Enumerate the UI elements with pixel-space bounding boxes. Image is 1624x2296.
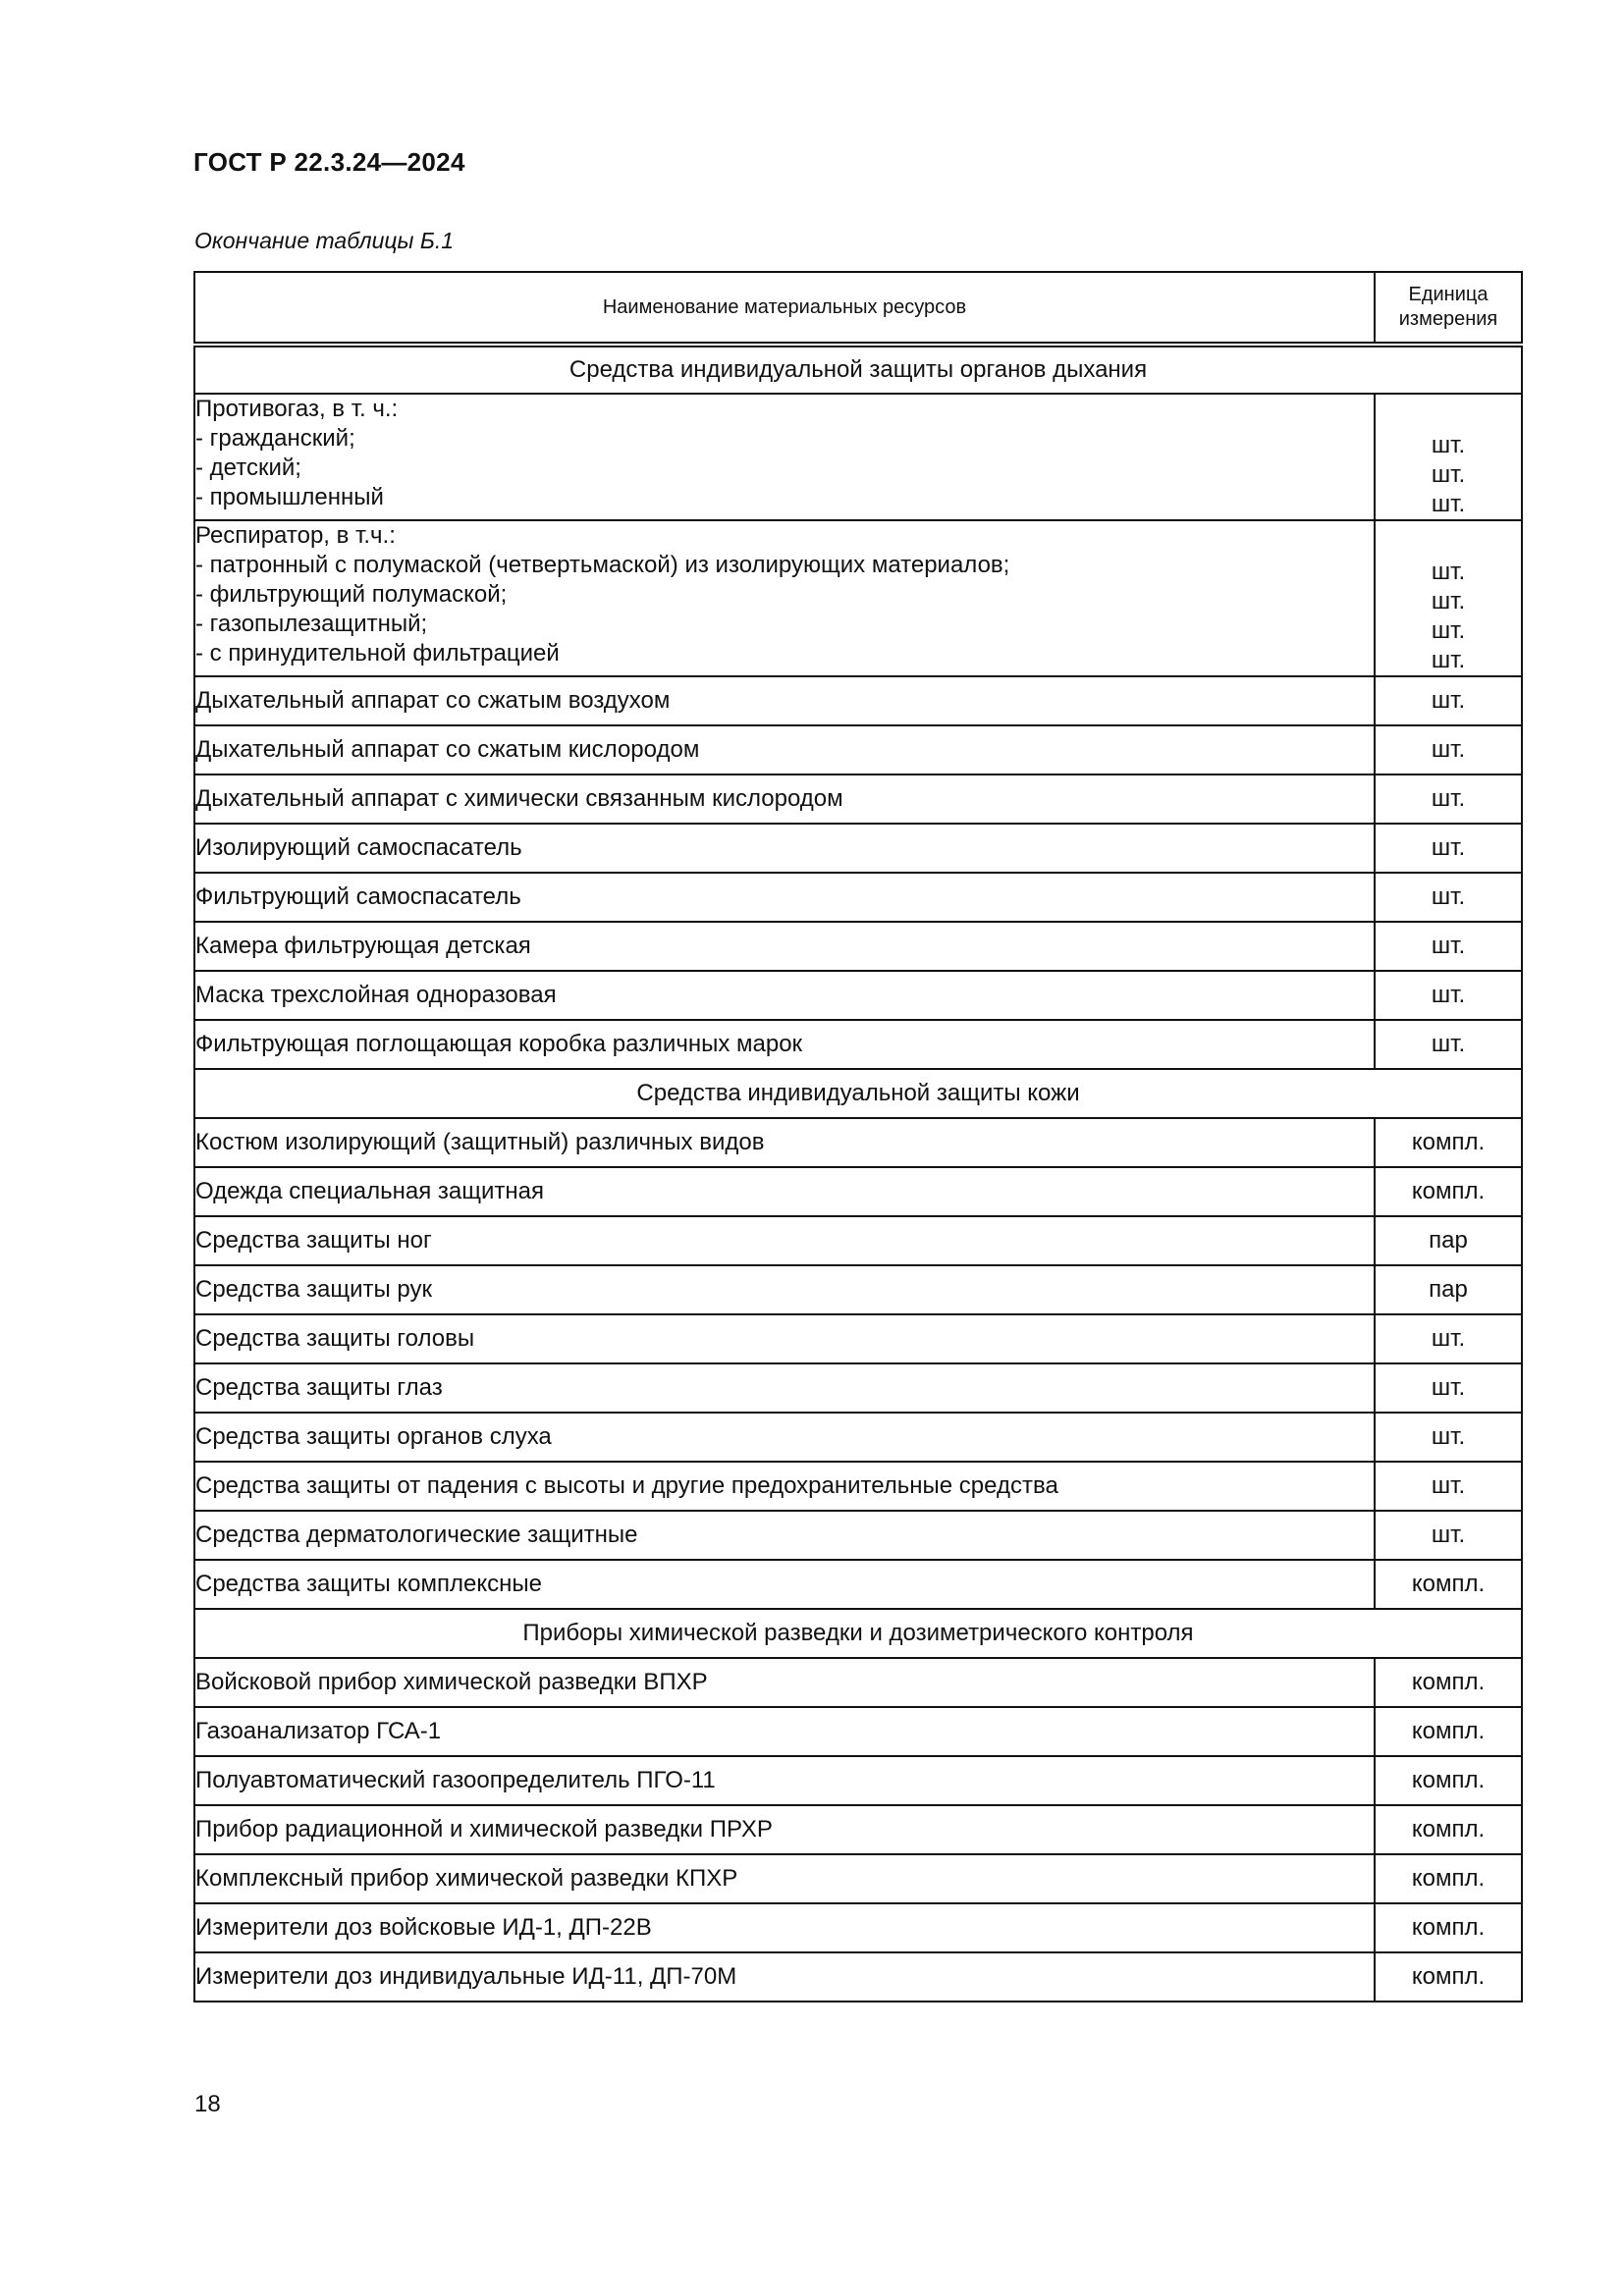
unit-cell — [1375, 1903, 1522, 1952]
resource-name-cell — [194, 971, 1375, 1020]
resource-name-line: Средства защиты ног — [195, 1227, 432, 1254]
unit-cell — [1375, 922, 1522, 971]
resource-name-line: - фильтрующий полумаской; — [195, 581, 508, 608]
unit-value: шт. — [1431, 785, 1466, 812]
resource-name-line: Костюм изолирующий (защитный) различных видов — [195, 1129, 765, 1155]
resource-name-cell — [194, 1658, 1375, 1707]
resource-name-line: - промышленный — [195, 484, 384, 510]
unit-cell — [1375, 824, 1522, 873]
section-title: Средства индивидуальной защиты органов дыхания — [194, 345, 1522, 394]
unit-value: пар — [1429, 1227, 1468, 1254]
table-caption: Окончание таблицы Б.1 — [194, 228, 455, 253]
column-header-unit-line2: измерения — [1398, 308, 1498, 330]
unit-cell — [1375, 1854, 1522, 1903]
resource-name-cell — [194, 774, 1375, 824]
section-row — [194, 1069, 1522, 1118]
unit-cell — [1375, 394, 1522, 520]
unit-cell — [1375, 1020, 1522, 1069]
table-row — [194, 1756, 1522, 1805]
unit-value: компл. — [1411, 1571, 1486, 1597]
resource-name-line: Фильтрующая поглощающая коробка различных марок — [195, 1031, 803, 1057]
resource-name-cell — [194, 520, 1375, 676]
resource-name-line: - газопылезащитный; — [195, 611, 428, 637]
table-row — [194, 971, 1522, 1020]
table-row — [194, 1314, 1522, 1363]
unit-cell — [1375, 1314, 1522, 1363]
table-row — [194, 873, 1522, 922]
unit-value: шт. — [1431, 1325, 1466, 1352]
table-body — [194, 345, 1522, 2002]
resource-name-line: Измерители доз индивидуальные ИД-11, ДП-70М — [195, 1963, 737, 1990]
resource-name-cell — [194, 1314, 1375, 1363]
unit-cell — [1375, 1511, 1522, 1560]
unit-cell — [1375, 1707, 1522, 1756]
resource-name-line: Средства защиты головы — [195, 1325, 475, 1352]
unit-value: шт. — [1431, 834, 1466, 861]
unit-value: шт. — [1431, 982, 1466, 1008]
resource-name-line: Средства защиты от падения с высоты и другие предохранительные средства — [195, 1472, 1058, 1499]
table-row — [194, 1511, 1522, 1560]
resource-name-cell — [194, 1854, 1375, 1903]
resource-name-line: - с принудительной фильтрацией — [195, 640, 560, 667]
unit-cell — [1375, 1462, 1522, 1511]
unit-value: компл. — [1411, 1129, 1486, 1155]
table-row — [194, 676, 1522, 725]
unit-value: шт. — [1431, 588, 1466, 614]
resource-name-line: - патронный с полумаской (четвертьмаской) из изолирующих материалов; — [195, 552, 1010, 578]
unit-cell — [1375, 676, 1522, 725]
unit-cell — [1375, 1560, 1522, 1609]
column-header-name: Наименование материальных ресурсов — [194, 272, 1375, 345]
resource-name-line: Респиратор, в т.ч.: — [195, 522, 396, 549]
unit-value: шт. — [1431, 933, 1466, 959]
unit-cell — [1375, 1805, 1522, 1854]
resource-name-line: Дыхательный аппарат с химически связанным кислородом — [195, 785, 843, 812]
resource-name-cell — [194, 1216, 1375, 1265]
unit-cell — [1375, 725, 1522, 774]
resource-name-cell — [194, 922, 1375, 971]
unit-value: шт. — [1431, 461, 1466, 488]
table-row — [194, 1903, 1522, 1952]
resource-name-line: Средства защиты глаз — [195, 1374, 443, 1401]
resource-name-cell — [194, 1462, 1375, 1511]
unit-cell — [1375, 774, 1522, 824]
table-row — [194, 1854, 1522, 1903]
resource-name-line: Изолирующий самоспасатель — [195, 834, 522, 861]
column-header-unit — [1375, 272, 1522, 345]
unit-value: шт. — [1431, 1522, 1466, 1548]
unit-value: шт. — [1431, 1374, 1466, 1401]
resource-name-line: Измерители доз войсковые ИД-1, ДП-22В — [195, 1914, 652, 1941]
resource-name-cell — [194, 394, 1375, 520]
section-row — [194, 345, 1522, 394]
unit-value: шт. — [1431, 491, 1466, 517]
unit-value: шт. — [1431, 883, 1466, 910]
resource-name-line: Дыхательный аппарат со сжатым кислородом — [195, 736, 700, 763]
resource-name-line: Фильтрующий самоспасатель — [195, 883, 521, 910]
unit-value: компл. — [1411, 1178, 1486, 1204]
resource-name-line: Противогаз, в т. ч.: — [195, 396, 399, 422]
resource-name-cell — [194, 1707, 1375, 1756]
unit-cell — [1375, 1363, 1522, 1413]
unit-cell — [1375, 1756, 1522, 1805]
table-row — [194, 774, 1522, 824]
unit-value: шт. — [1431, 1031, 1466, 1057]
table-row — [194, 725, 1522, 774]
table-row — [194, 1560, 1522, 1609]
unit-value: компл. — [1411, 1816, 1486, 1842]
table-row — [194, 1118, 1522, 1167]
resource-name-cell — [194, 824, 1375, 873]
resource-name-cell — [194, 1020, 1375, 1069]
resource-name-cell — [194, 1265, 1375, 1314]
column-header-unit-line1: Единица — [1408, 284, 1489, 305]
unit-cell — [1375, 1167, 1522, 1216]
resource-name-line: - гражданский; — [195, 425, 355, 452]
unit-value: компл. — [1411, 1669, 1486, 1695]
resource-name-cell — [194, 1511, 1375, 1560]
table-row — [194, 1707, 1522, 1756]
unit-value: компл. — [1411, 1718, 1486, 1744]
unit-value: шт. — [1431, 736, 1466, 763]
table-row — [194, 824, 1522, 873]
unit-value: пар — [1429, 1276, 1468, 1303]
resource-name-cell — [194, 1952, 1375, 2002]
resource-name-line: Одежда специальная защитная — [195, 1178, 545, 1204]
unit-value: шт. — [1431, 559, 1466, 585]
unit-value: шт. — [1431, 1472, 1466, 1499]
unit-cell — [1375, 1413, 1522, 1462]
page-number: 18 — [194, 2091, 221, 2117]
resource-name-cell — [194, 1363, 1375, 1413]
resource-name-line: Полуавтоматический газоопределитель ПГО-11 — [195, 1767, 716, 1793]
section-title: Приборы химической разведки и дозиметрического контроля — [194, 1609, 1522, 1658]
resource-name-cell — [194, 1903, 1375, 1952]
unit-value: шт. — [1431, 617, 1466, 644]
resource-name-cell — [194, 873, 1375, 922]
unit-value: шт. — [1431, 687, 1466, 714]
table-row — [194, 1167, 1522, 1216]
resource-name-cell — [194, 1805, 1375, 1854]
resource-name-cell — [194, 1756, 1375, 1805]
table-row — [194, 394, 1522, 520]
table-row — [194, 1462, 1522, 1511]
unit-cell — [1375, 873, 1522, 922]
section-row — [194, 1609, 1522, 1658]
table-row — [194, 520, 1522, 676]
resource-name-cell — [194, 725, 1375, 774]
section-title: Средства индивидуальной защиты кожи — [194, 1069, 1522, 1118]
resource-name-line: Газоанализатор ГСА-1 — [195, 1718, 442, 1744]
resource-name-line: Средства защиты рук — [195, 1276, 432, 1303]
table-row — [194, 1952, 1522, 2002]
unit-cell — [1375, 1265, 1522, 1314]
resource-name-cell — [194, 1167, 1375, 1216]
resource-name-line: - детский; — [195, 454, 301, 481]
unit-cell — [1375, 1952, 1522, 2002]
unit-cell — [1375, 1216, 1522, 1265]
resource-name-line: Маска трехслойная одноразовая — [195, 982, 557, 1008]
resource-name-line: Комплексный прибор химической разведки КПХР — [195, 1865, 738, 1892]
unit-value: компл. — [1411, 1865, 1486, 1892]
table-header-row — [194, 272, 1522, 345]
resource-name-cell — [194, 1413, 1375, 1462]
table-row — [194, 1658, 1522, 1707]
table-row — [194, 1265, 1522, 1314]
table-row — [194, 922, 1522, 971]
resource-name-line: Камера фильтрующая детская — [195, 933, 531, 959]
unit-value: шт. — [1431, 432, 1466, 458]
table-row — [194, 1805, 1522, 1854]
resource-name-cell — [194, 1118, 1375, 1167]
resource-name-cell — [194, 1560, 1375, 1609]
unit-value: шт. — [1431, 1423, 1466, 1450]
table-row — [194, 1020, 1522, 1069]
resource-name-line: Средства дерматологические защитные — [195, 1522, 638, 1548]
resource-name-line: Дыхательный аппарат со сжатым воздухом — [195, 687, 671, 714]
unit-value: шт. — [1431, 647, 1466, 673]
resources-table — [193, 271, 1523, 2002]
resource-name-line: Прибор радиационной и химической разведки ПРХР — [195, 1816, 773, 1842]
unit-value: компл. — [1411, 1767, 1486, 1793]
unit-cell — [1375, 971, 1522, 1020]
table-row — [194, 1216, 1522, 1265]
unit-cell — [1375, 1118, 1522, 1167]
table-row — [194, 1413, 1522, 1462]
resource-name-cell — [194, 676, 1375, 725]
resource-name-line: Средства защиты органов слуха — [195, 1423, 552, 1450]
resource-name-line: Средства защиты комплексные — [195, 1571, 542, 1597]
resource-name-line: Войсковой прибор химической разведки ВПХР — [195, 1669, 708, 1695]
unit-cell — [1375, 520, 1522, 676]
table-row — [194, 1363, 1522, 1413]
standard-code: ГОСТ Р 22.3.24—2024 — [193, 147, 465, 177]
unit-value: компл. — [1411, 1963, 1486, 1990]
unit-cell — [1375, 1658, 1522, 1707]
unit-value: компл. — [1411, 1914, 1486, 1941]
